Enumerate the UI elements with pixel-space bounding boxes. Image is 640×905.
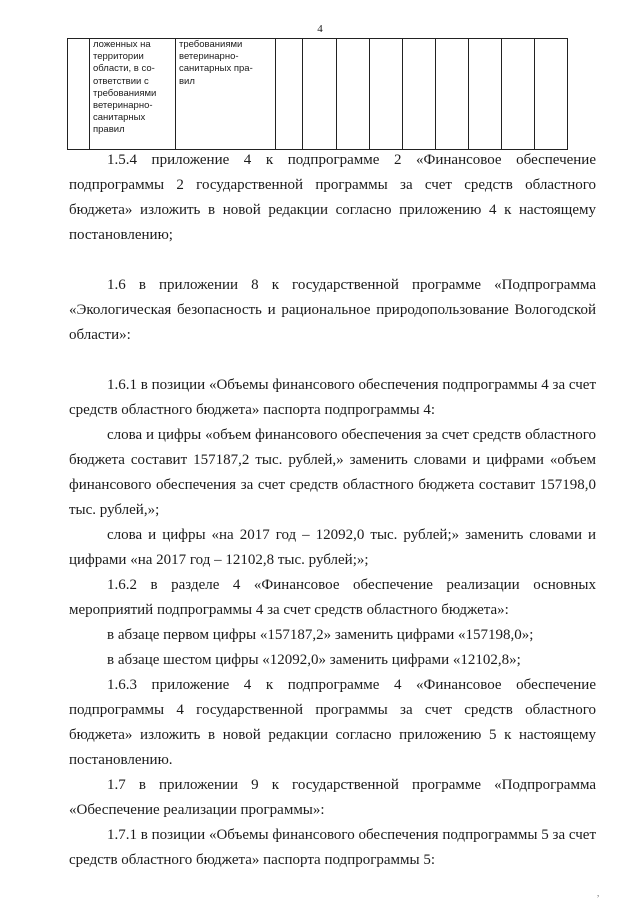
table-cell-empty	[403, 39, 436, 150]
table-cell-description: ложенных на территории области, в со- ответствии с требованиями ветеринарно- санитарных правил	[90, 39, 176, 150]
paragraph-amendment-total: слова и цифры «объем финансового обеспечения за счет средств областного бюджета составит 157187,2 тыс. рублей,» заменить словами и цифрами «объем финансового обеспечения за счет средств областного бюджета составит 157198,0 тыс. рублей,»;	[69, 427, 596, 518]
document-body	[69, 148, 596, 873]
paragraph-1-6-1: 1.6.1 в позиции «Объемы финансового обеспечения подпрограммы 4 за счет средств областного бюджета» паспорта подпрограммы 4:	[69, 377, 596, 418]
table-cell-empty	[370, 39, 403, 150]
paragraph-1-7: 1.7 в приложении 9 к государственной программе «Подпрограмма «Обеспечение реализации программы»:	[69, 777, 596, 818]
table-row	[68, 39, 568, 150]
scan-mark: ,	[597, 888, 600, 898]
paragraph-1-6-2: 1.6.2 в разделе 4 «Финансовое обеспечение реализации основных мероприятий подпрограммы 4 за счет средств областного бюджета»:	[69, 577, 596, 618]
table-cell-empty	[436, 39, 469, 150]
page-number: 4	[317, 23, 323, 35]
paragraph-amendment-2017: слова и цифры «на 2017 год – 12092,0 тыс. рублей;» заменить словами и цифрами «на 2017 год – 12102,8 тыс. рублей;»;	[69, 527, 596, 568]
table-cell-requirements: требованиями ветеринарно- санитарных пра- вил	[176, 39, 276, 150]
table-cell-empty	[502, 39, 535, 150]
table-cell-empty	[68, 39, 90, 150]
table-cell-empty	[535, 39, 568, 150]
paragraph-1-5-4: 1.5.4 приложение 4 к подпрограмме 2 «Финансовое обеспечение подпрограммы 2 государственной программы за счет средств областного бюджета» изложить в новой редакции согласно приложению 4 к настоящему постановлению;	[69, 152, 596, 243]
table-cell-empty	[303, 39, 337, 150]
paragraph-sixth-abzac: в абзаце шестом цифры «12092,0» заменить цифрами «12102,8»;	[107, 652, 521, 668]
paragraph-first-abzac: в абзаце первом цифры «157187,2» заменить цифрами «157198,0»;	[107, 627, 534, 643]
table-cell-empty	[276, 39, 303, 150]
paragraph-1-6: 1.6 в приложении 8 к государственной программе «Подпрограмма «Экологическая безопасность и рациональное природопользование Вологодской области»:	[69, 277, 596, 343]
table-cell-empty	[337, 39, 370, 150]
paragraph-1-7-1: 1.7.1 в позиции «Объемы финансового обеспечения подпрограммы 5 за счет средств областного бюджета» паспорта подпрограммы 5:	[69, 827, 596, 868]
table-fragment	[67, 38, 568, 150]
paragraph-1-6-3: 1.6.3 приложение 4 к подпрограмме 4 «Финансовое обеспечение подпрограммы 4 государственной программы за счет средств областного бюджета» изложить в новой редакции согласно приложению 5 к настоящему постановлению.	[69, 677, 596, 768]
table-cell-empty	[469, 39, 502, 150]
